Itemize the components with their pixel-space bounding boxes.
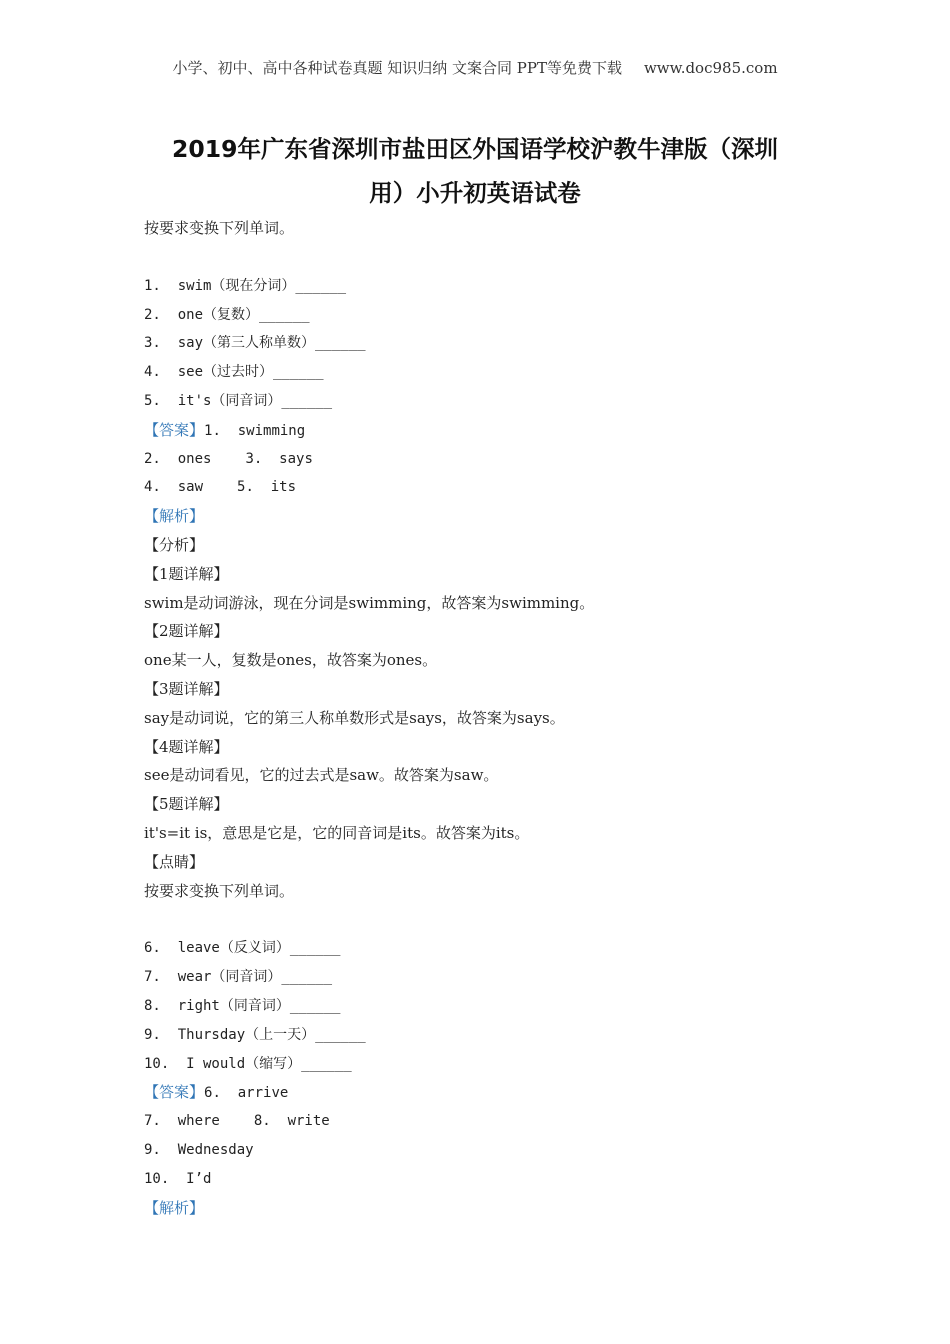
title-line-2: 用）小升初英语试卷 [369,179,581,207]
answer-tag: 【答案】 [144,1083,205,1102]
detail-tag-4: 【4题详解】 [144,737,229,756]
spacer [144,243,824,272]
spacer [144,905,824,934]
fenxi-tag: 【分析】 [144,535,205,554]
analysis-tag: 【解析】 [144,507,205,526]
instruction: 按要求变换下列单词。 [144,881,295,900]
answer-6: 6. arrive [204,1085,289,1102]
dianjing-tag: 【点睛】 [144,852,205,871]
question-2: 2. one（复数）______ [144,306,310,323]
answer-line [144,473,824,502]
detail-text-1: swim是动词游泳，现在分词是swimming，故答案为swimming。 [144,593,595,612]
answer-1: 1. swimming [204,422,306,439]
answer-line [144,1078,824,1107]
analysis-tag: 【解析】 [144,1198,205,1217]
question-8: 8. right（同音词）______ [144,997,341,1014]
question-10: 10. I would（缩写）______ [144,1055,352,1072]
answer-10: 10. I’d [144,1170,212,1187]
instruction: 按要求变换下列单词。 [144,219,295,237]
page-title [120,127,830,215]
answer-line [144,416,824,445]
detail-tag-3: 【3题详解】 [144,679,229,698]
question-4: 4. see（过去时）______ [144,364,324,381]
question-7: 7. wear（同音词）______ [144,969,333,986]
answer-line [144,1107,824,1136]
answer-9: 9. Wednesday [144,1141,254,1158]
detail-text-3: say是动词说，它的第三人称单数形式是says，故答案为says。 [144,708,565,727]
answer-2: 2. ones [144,450,212,467]
header-promo-text: 小学、初中、高中各种试卷真题 知识归纳 文案合同 PPT等免费下载 [172,59,622,77]
question-9: 9. Thursday（上一天）______ [144,1026,366,1043]
answer-3: 3. says [245,450,313,467]
page-header [0,57,950,78]
header-site-url[interactable]: www.doc985.com [643,59,778,77]
detail-text-5: it's=it is，意思是它是，它的同音词是its。故答案为its。 [144,823,530,842]
answer-8: 8. write [253,1113,330,1130]
detail-tag-5: 【5题详解】 [144,795,229,814]
question-6: 6. leave（反义词）______ [144,940,341,957]
title-line-1: 2019年广东省深圳市盐田区外国语学校沪教牛津版（深圳 [172,135,778,163]
answer-7: 7. where [144,1113,220,1130]
detail-text-2: one某一人，复数是ones，故答案为ones。 [144,651,438,670]
question-5: 5. it's（同音词）______ [144,392,333,409]
answer-tag: 【答案】 [144,420,205,439]
question-3: 3. say（第三人称单数）______ [144,335,366,352]
detail-tag-2: 【2题详解】 [144,622,229,641]
answer-4: 4. saw [144,479,204,496]
exam-content [144,214,824,1222]
detail-tag-1: 【1题详解】 [144,564,229,583]
answer-5: 5. its [237,479,297,496]
question-1: 1. swim（现在分词）______ [144,277,347,294]
answer-line [144,445,824,474]
detail-text-4: see是动词看见，它的过去式是saw。故答案为saw。 [144,766,499,785]
